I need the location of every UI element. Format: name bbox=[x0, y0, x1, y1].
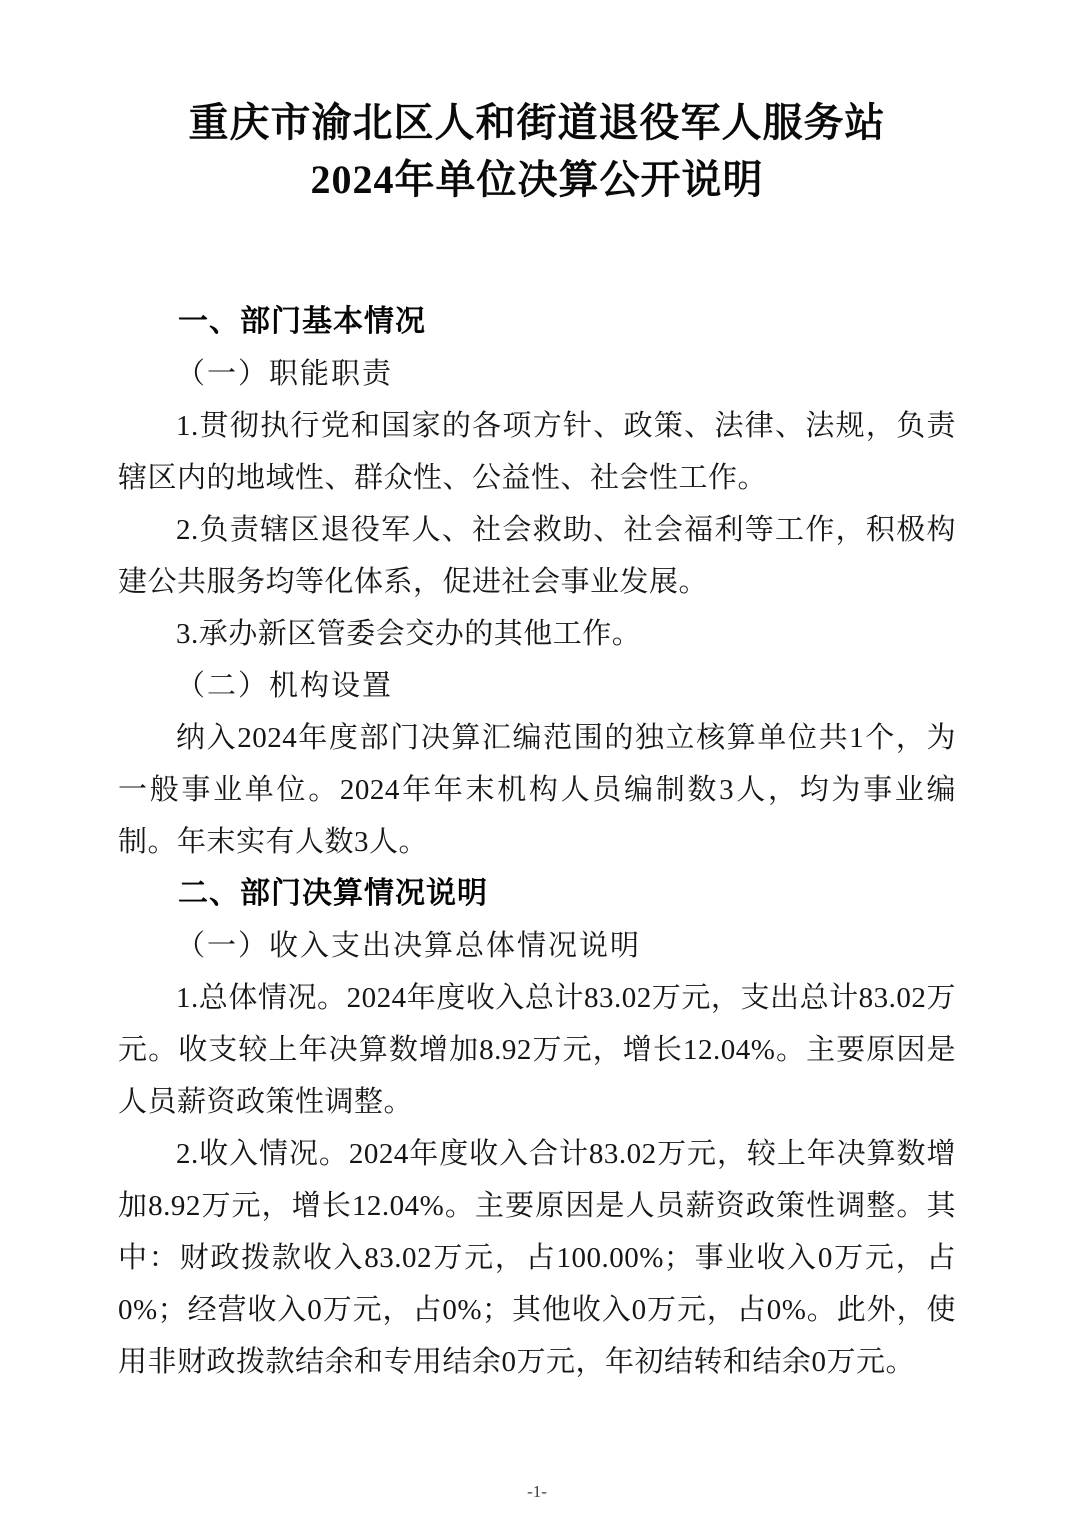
subsection-heading-org-setup: （二）机构设置 bbox=[176, 670, 394, 702]
document-body bbox=[0, 296, 1074, 1388]
document-title bbox=[0, 0, 1074, 208]
paragraph-duty-2: 2.负责辖区退役军人、社会救助、社会福利等工作，积极构建公共服务均等化体系，促进社会事业发展。 bbox=[118, 514, 956, 598]
document-title-line2: 2024年单位决算公开说明 bbox=[310, 157, 764, 202]
section-heading-basic-info: 一、部门基本情况 bbox=[178, 305, 426, 338]
subsection-heading-overall: （一）收入支出决算总体情况说明 bbox=[176, 930, 642, 962]
paragraph-overall-situation: 1.总体情况。2024年度收入总计83.02万元，支出总计83.02万元。收支较上年决算数增加8.92万元，增长12.04%。主要原因是人员薪资政策性调整。 bbox=[118, 982, 956, 1118]
page-number: -1- bbox=[527, 1482, 547, 1501]
paragraph-duty-3: 3.承办新区管委会交办的其他工作。 bbox=[176, 618, 642, 650]
paragraph-org-setup: 纳入2024年度部门决算汇编范围的独立核算单位共1个，为一般事业单位。2024年年末机构人员编制数3人，均为事业编制。年末实有人数3人。 bbox=[118, 722, 956, 858]
subsection-heading-duties: （一）职能职责 bbox=[176, 358, 394, 390]
paragraph-duty-1: 1.贯彻执行党和国家的各项方针、政策、法律、法规，负责辖区内的地域性、群众性、公益性、社会性工作。 bbox=[118, 410, 956, 494]
document-title-line1: 重庆市渝北区人和街道退役军人服务站 bbox=[188, 100, 886, 145]
section-heading-final-accounts: 二、部门决算情况说明 bbox=[178, 877, 488, 910]
paragraph-income-situation: 2.收入情况。2024年度收入合计83.02万元，较上年决算数增加8.92万元，增长12.04%。主要原因是人员薪资政策性调整。其中：财政拨款收入83.02万元，占100.00%；事业收入0万元，占0%；经营收入0万元，占0%；其他收入0万元，占0%。此外，使用非财政拨款结余和专用结余0万元，年初结转和结余0万元。 bbox=[118, 1138, 956, 1378]
